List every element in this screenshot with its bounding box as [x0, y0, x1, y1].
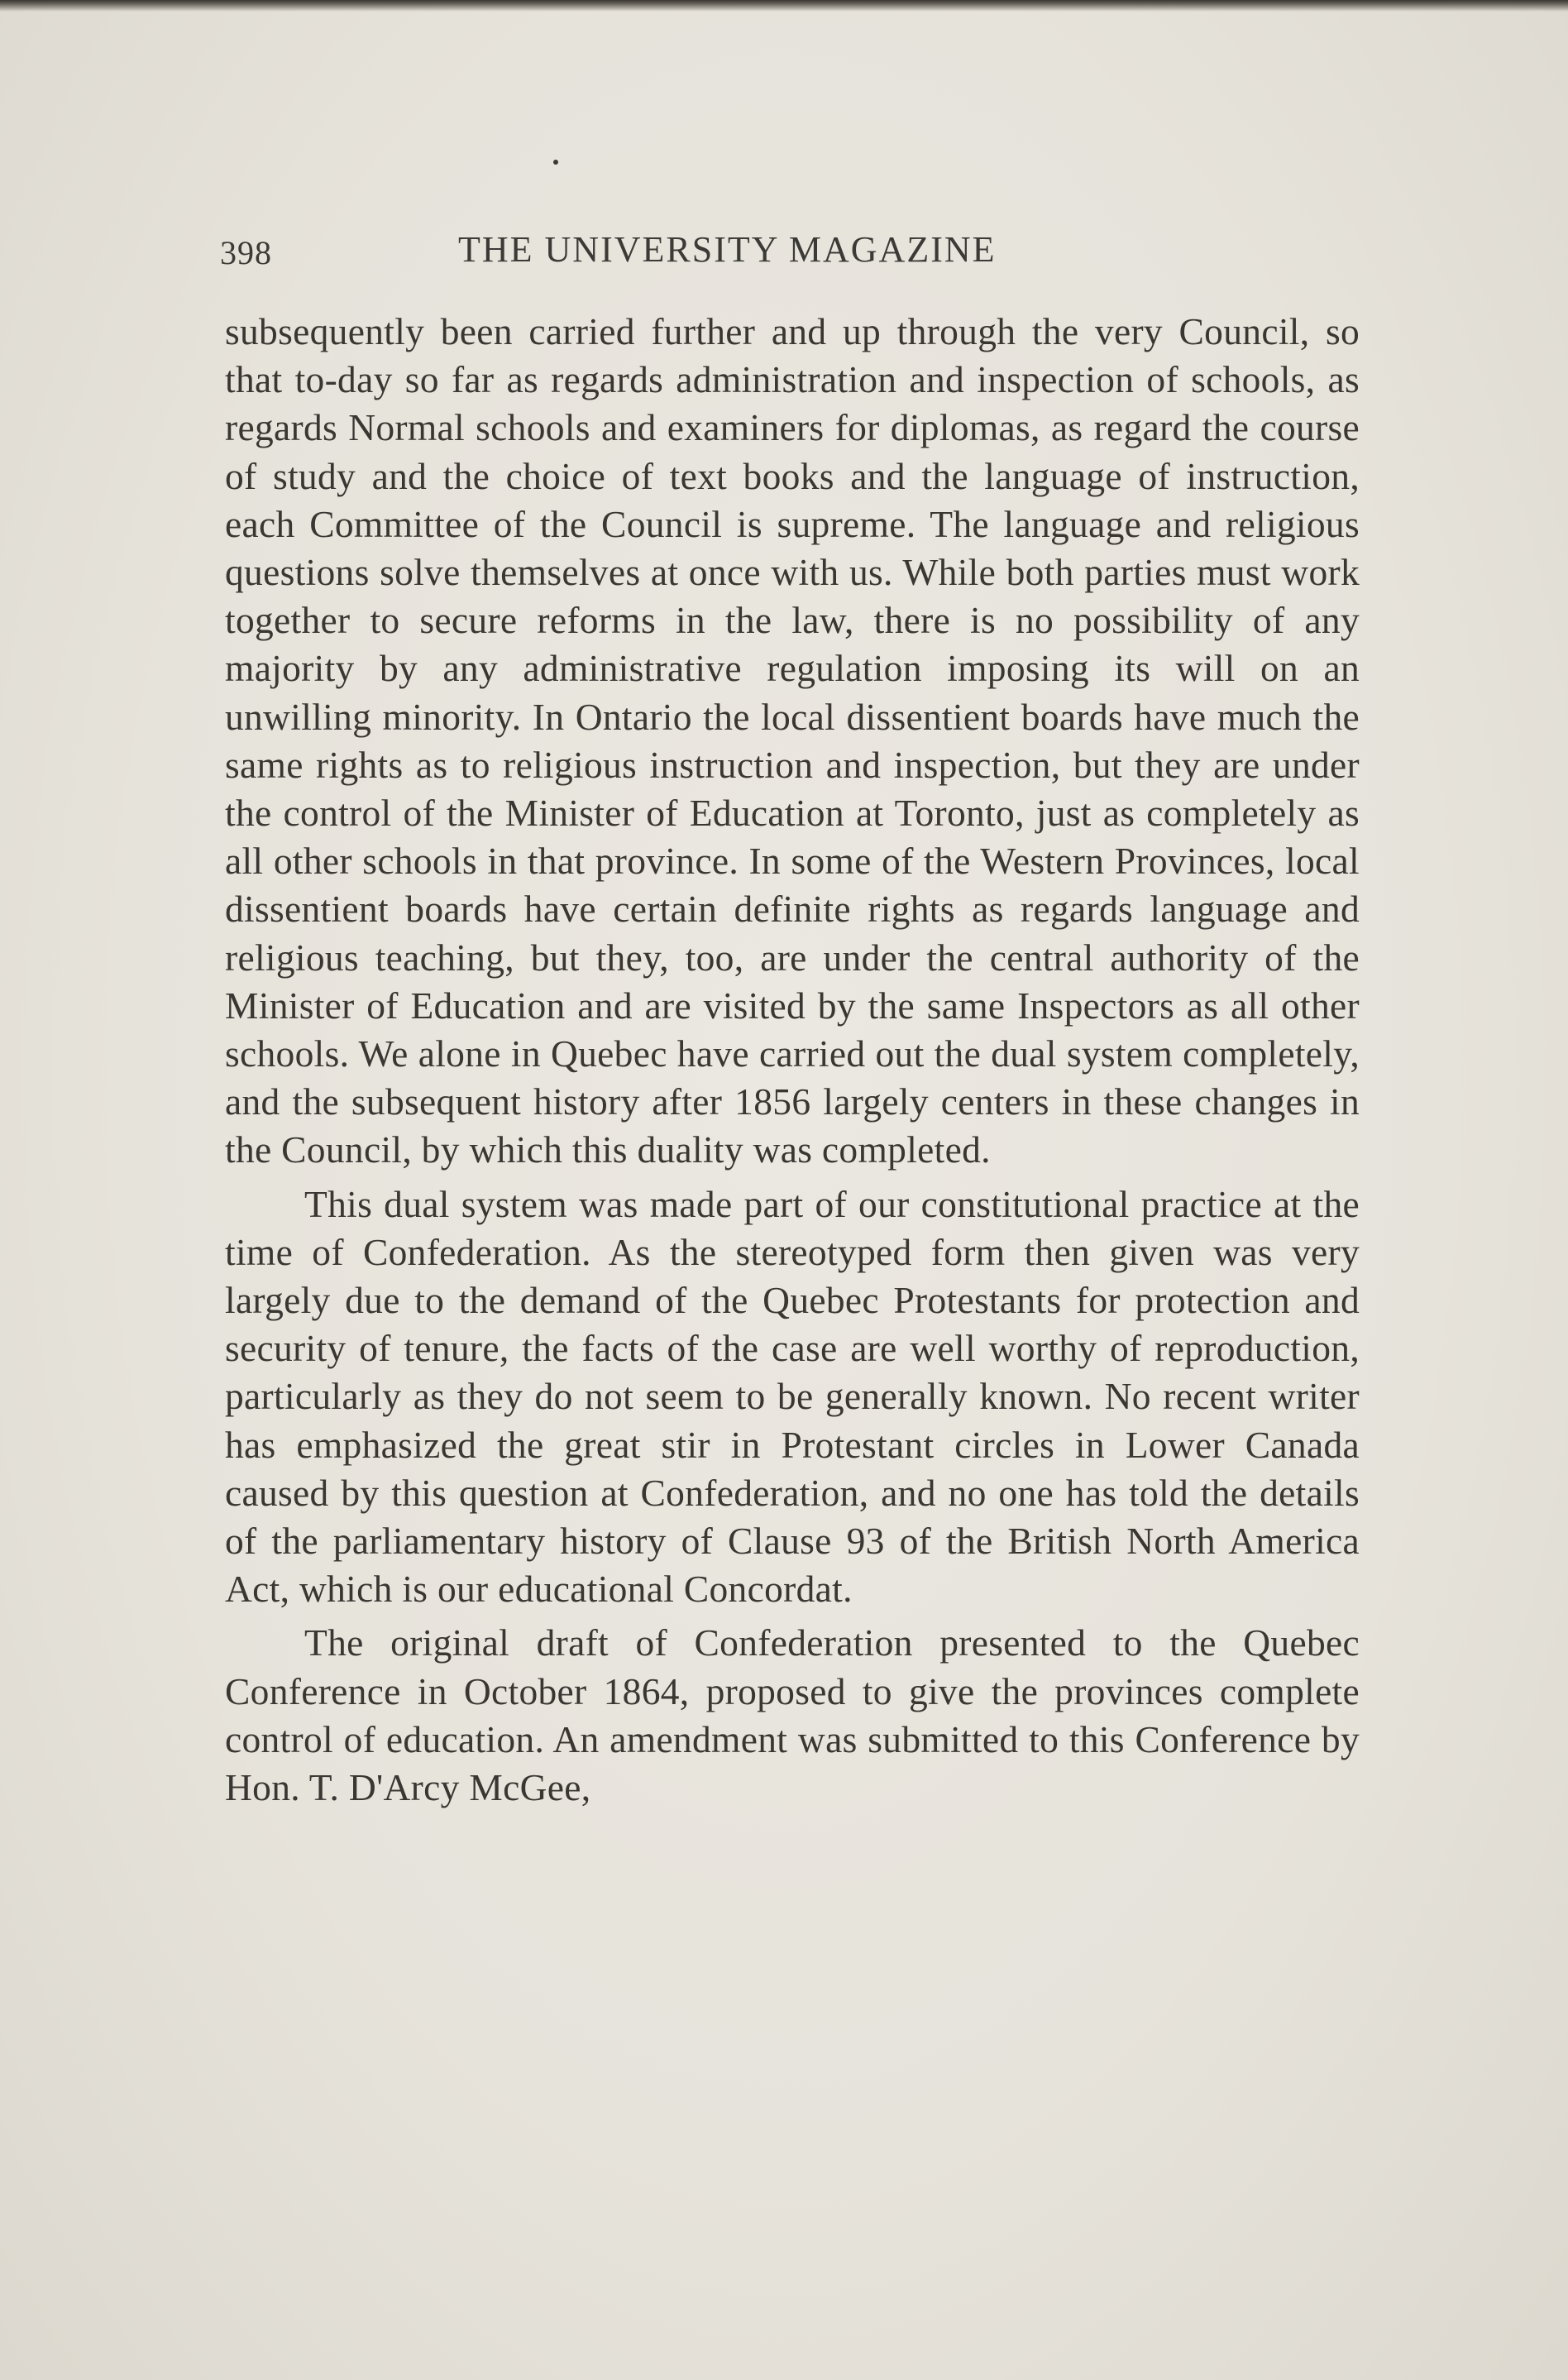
- page-header: [220, 222, 1105, 280]
- page-number: 398: [220, 234, 272, 271]
- body-text: [225, 308, 1360, 1812]
- paragraph-3: The original draft of Confederation presented to the Quebec Conference in October 1864, proposed to give the provinces complete control of education. An amendment was submitted to this Conference by Hon. T. D'Arcy McGee,: [225, 1621, 1360, 1809]
- paragraph-2: This dual system was made part of our constitutional practice at the time of Confederation. As the stereotyped form then given was very largely due to the demand of the Quebec Protestants for protection and security of tenure, the facts of the case are well worthy of reproduction, particularly as they do not seem to be generally known. No recent writer has emphasized the great stir in Protestant circles in Lower Canada caused by this question at Confederation, and no one has told the details of the parliamentary history of Clause 93 of the British North America Act, which is our educational Concordat.: [225, 1182, 1360, 1611]
- running-title: THE UNIVERSITY MAGAZINE: [458, 229, 997, 270]
- ink-speck: [553, 160, 558, 165]
- page-top-edge: [0, 0, 1568, 12]
- paragraph-1: subsequently been carried further and up through the very Council, so that to-day so far as regards administration and inspection of schools, as regards Normal schools and examiners for diplomas, as regard the course of study and the choice of text books and the language of instruction, each Committee of the Council is supreme. The language and religious questions solve themselves at once with us. While both parties must work together to secure reforms in the law, there is no possibility of any majority by any administrative regulation imposing its will on an unwilling minority. In Ontario the local dissentient boards have much the same rights as to religious instruction and inspection, but they are under the control of the Minister of Education at Toronto, just as completely as all other schools in that province. In some of the Western Provinces, local dissentient boards have certain definite rights as regards language and religious teaching, but they, too, are under the central authority of the Minister of Education and are visited by the same Inspectors as all other schools. We alone in Quebec have carried out the dual system completely, and the subsequent history after 1856 largely centers in these changes in the Council, by which this duality was completed.: [225, 310, 1360, 1171]
